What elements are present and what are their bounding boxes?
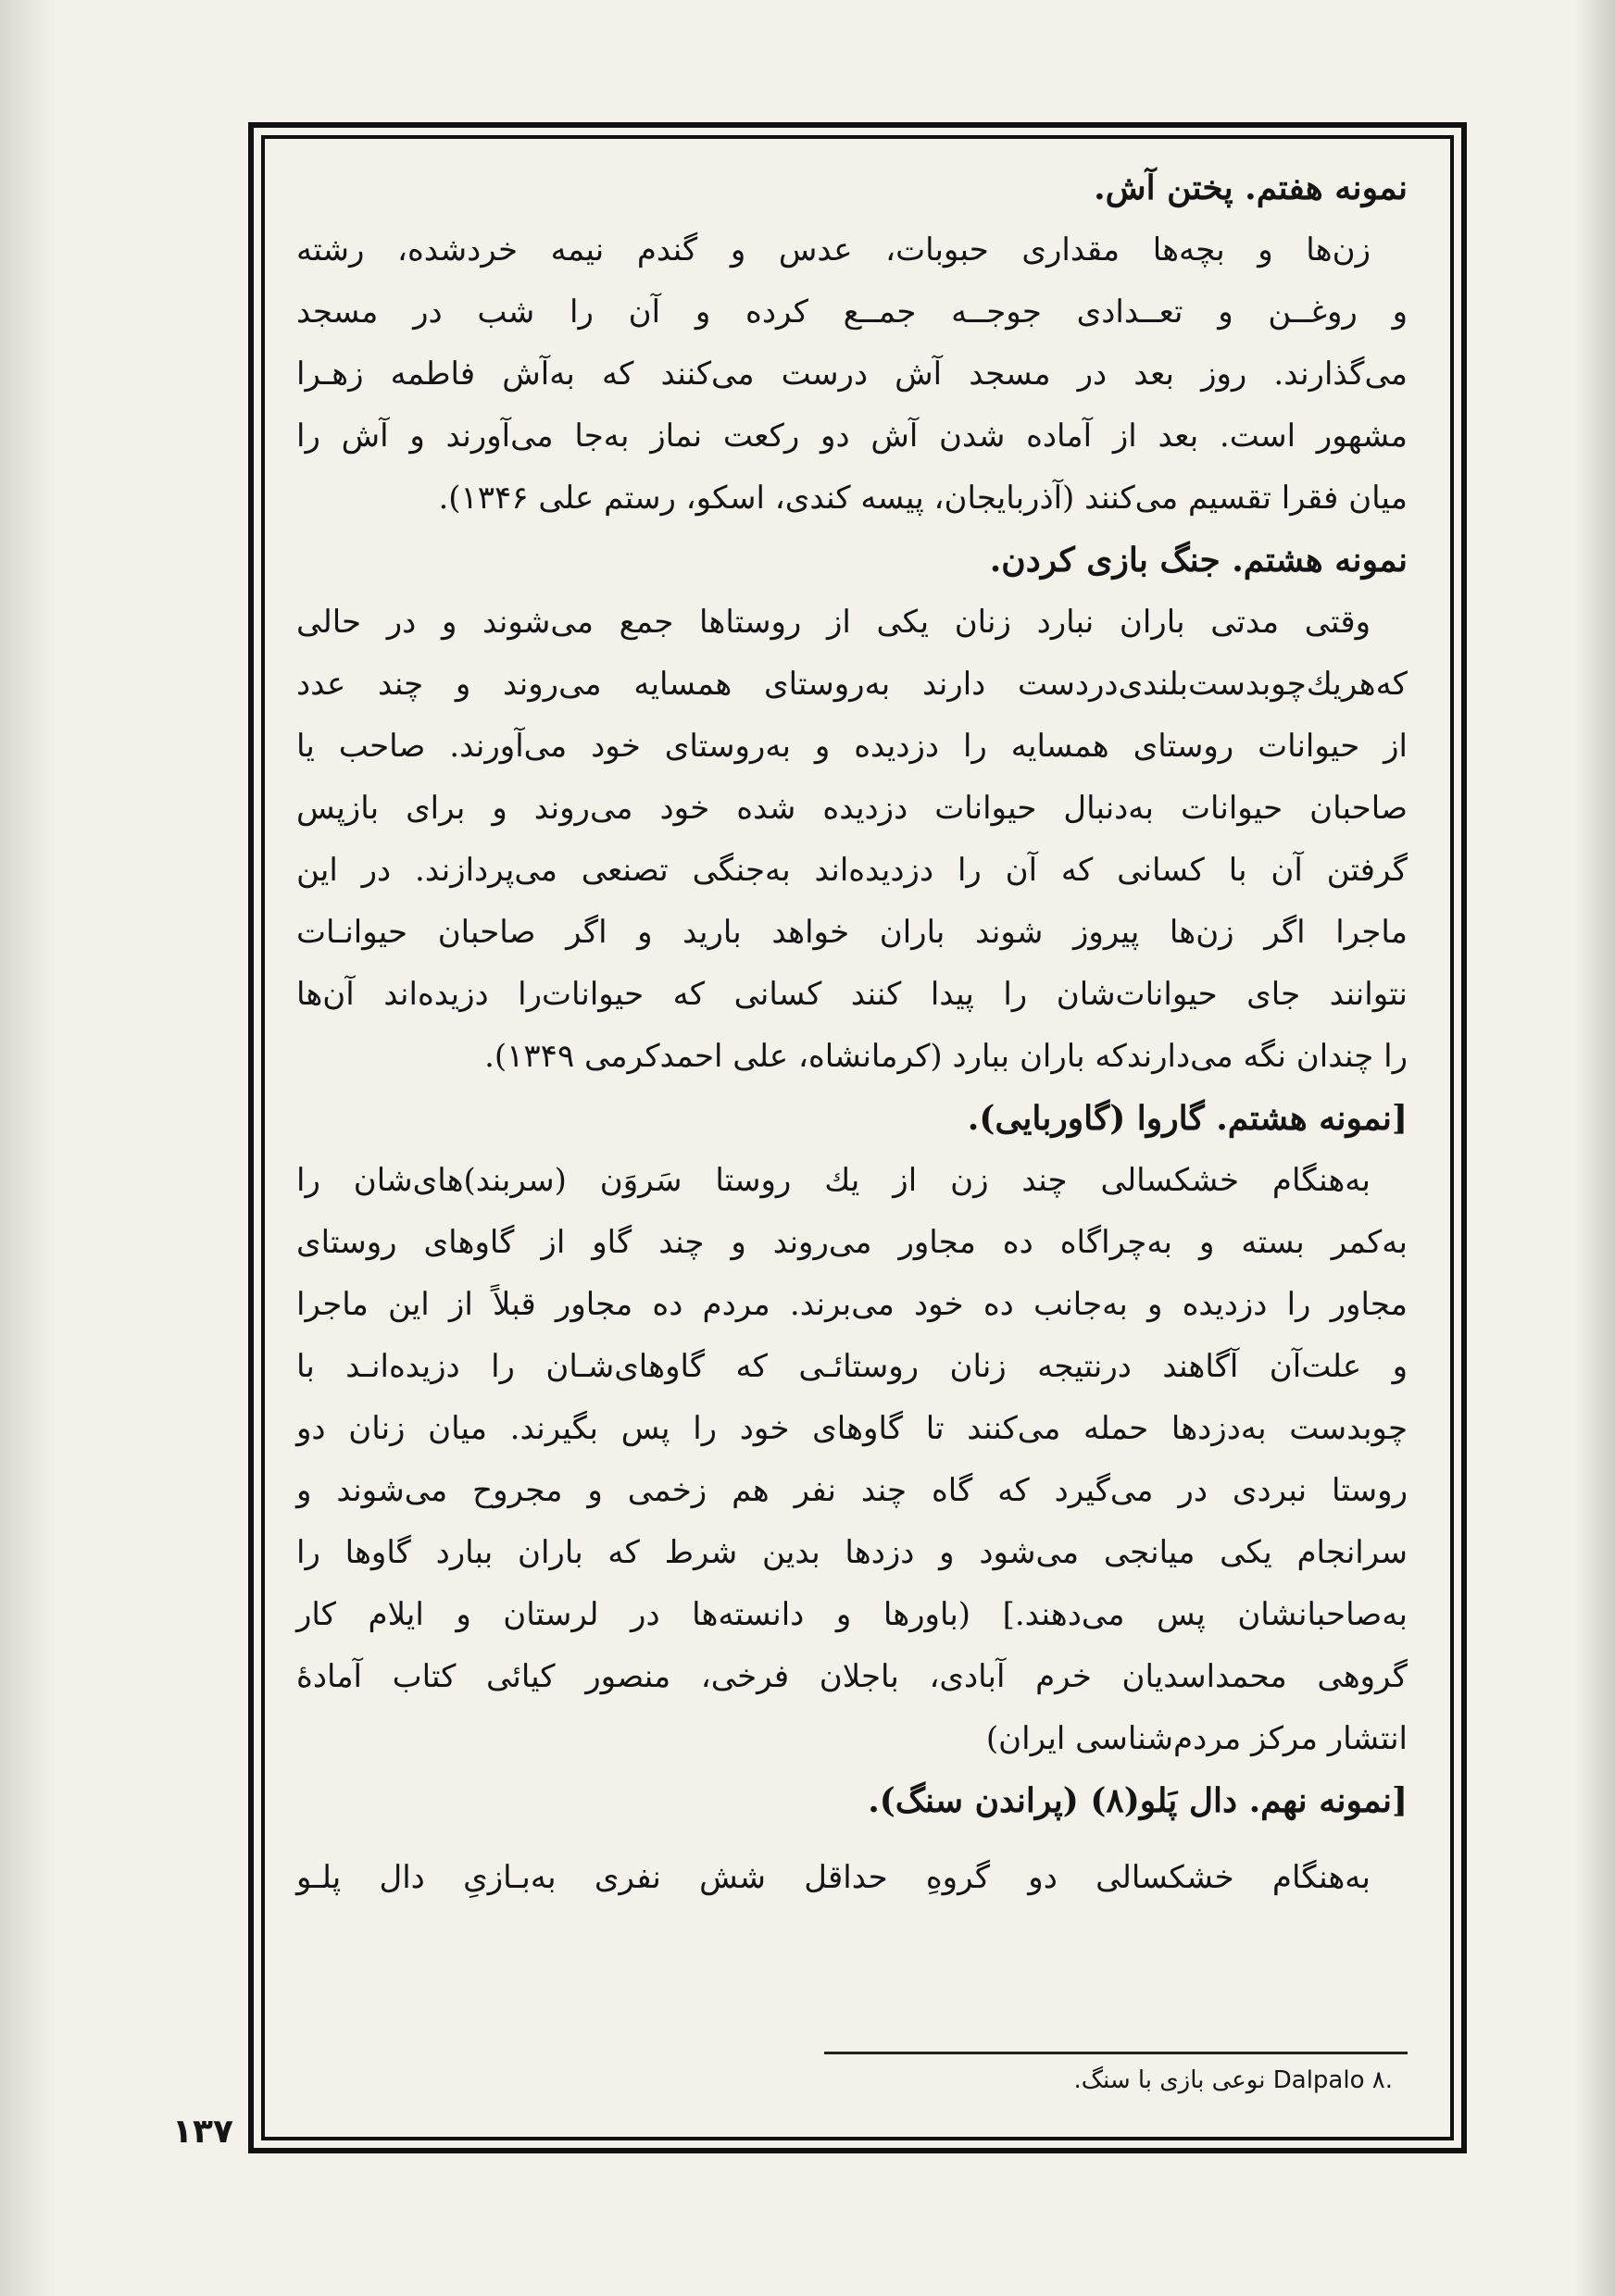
- text-line: روستا نبردی در می‌گیرد که گاه چند نفر هم زخمی و مجروح می‌شوند و: [296, 1472, 1408, 1509]
- text-line: و روغــن و تعــدادی جوجــه جمــع کرده و آن را شب در مسجد: [296, 293, 1408, 331]
- spacer: [296, 1832, 1408, 1847]
- text-line: میان فقرا تقسیم می‌کنند (آذربایجان، پیسه کندی، اسکو، رستم علی ۱۳۴۶).: [438, 480, 1408, 517]
- text-line: چوبدست به‌دزدها حمله می‌کنند تا گاوهای خود را پس بگیرند. میان زنان دو: [296, 1410, 1408, 1447]
- section-heading-7: نمونه هفتم. پختن آش.: [1094, 168, 1408, 207]
- section-heading-8: نمونه هشتم. جنگ بازی کردن.: [989, 541, 1408, 580]
- text-line: به‌هنگام خشکسالی چند زن از يك روستا سَروَن (سربند)های‌شان را: [296, 1162, 1371, 1199]
- text-line: صاحبان حیوانات به‌دنبال حیوانات دزدیده شده خود می‌روند و برای بازپس: [296, 790, 1408, 827]
- text-line: مجاور را دزدیده و به‌جانب ده خود می‌برند. مردم ده مجاور قبلاً از این ماجرا: [296, 1286, 1408, 1323]
- text-line: وقتی مدتی باران نبارد زنان یکی از روستاها جمع می‌شوند و در حالی: [296, 604, 1371, 641]
- text-line: انتشار مرکز مردم‌شناسی ایران): [985, 1720, 1408, 1757]
- text-line: نتوانند جای حیوانات‌شان را پیدا کنند کسانی که حیوانات‌را دزیده‌اند آن‌ها: [296, 976, 1408, 1013]
- footnote-divider: [824, 2052, 1408, 2054]
- text-line: می‌گذارند. روز بعد در مسجد آش درست می‌کنند که به‌آش فاطمه زهـرا: [296, 356, 1408, 393]
- footnote: .۸ Dalpalo نوعی بازی با سنگ.: [1073, 2066, 1393, 2094]
- section-heading-9: [نمونه نهم. دال پَلو(۸) (پراندن سنگ).: [868, 1781, 1408, 1820]
- text-line: به‌صاحبانشان پس می‌دهند.] (باورها و دانسته‌ها در لرستان و ایلام کار: [296, 1596, 1408, 1633]
- text-line: گروهی محمداسدیان خرم آبادی، باجلان فرخی، منصور کیائی کتاب آمادهٔ: [296, 1658, 1408, 1695]
- scan-shadow-right: [1574, 0, 1615, 2296]
- text-line: سرانجام یکی میانجی می‌شود و دزدها بدین شرط که باران ببارد گاوها را: [296, 1534, 1408, 1571]
- text-line: که‌هريك‌چوبدست‌بلندی‌دردست دارند به‌روستای همسایه می‌روند و چند عدد: [296, 666, 1408, 703]
- text-line: به‌کمر بسته و به‌چراگاه ده مجاور می‌روند و چند گاو از گاوهای روستای: [296, 1224, 1408, 1261]
- text-line: از حیوانات روستای همسایه را دزدیده و به‌روستای خود می‌آورند. صاحب یا: [296, 728, 1408, 765]
- text-line: گرفتن آن با کسانی که آن را دزدیده‌اند به‌جنگی تصنعی می‌پردازند. در این: [296, 852, 1408, 889]
- page-number: ۱۳۷: [172, 2113, 233, 2151]
- text-line: و علت‌آن آگاهند درنتیجه زنان روستائـی که گاوهای‌شـان را دزیده‌انـد با: [296, 1348, 1408, 1385]
- text-line: زن‌ها و بچه‌ها مقداری حبوبات، عدس و گندم نیمه خردشده، رشته: [296, 231, 1371, 268]
- text-line: مشهور است. بعد از آماده شدن آش دو رکعت نماز به‌جا می‌آورند و آش را: [296, 418, 1408, 455]
- text-line: به‌هنگام خشکسالی دو گروهِ حداقل شش نفری به‌بـازیِ دال پلـو: [296, 1859, 1371, 1896]
- text-line: را چندان نگه می‌دارندکه باران ببارد (کرمانشاه، علی احمدکرمی ۱۳۴۹).: [484, 1038, 1408, 1075]
- page-body-text: [296, 157, 1408, 1909]
- scan-shadow-left: [0, 0, 56, 2296]
- text-line: ماجرا اگر زن‌ها پیروز شوند باران خواهد بارید و اگر صاحبان حیوانـات: [296, 914, 1408, 951]
- section-heading-8-garwa: [نمونه هشتم. گاروا (گاوربایی).: [967, 1099, 1408, 1138]
